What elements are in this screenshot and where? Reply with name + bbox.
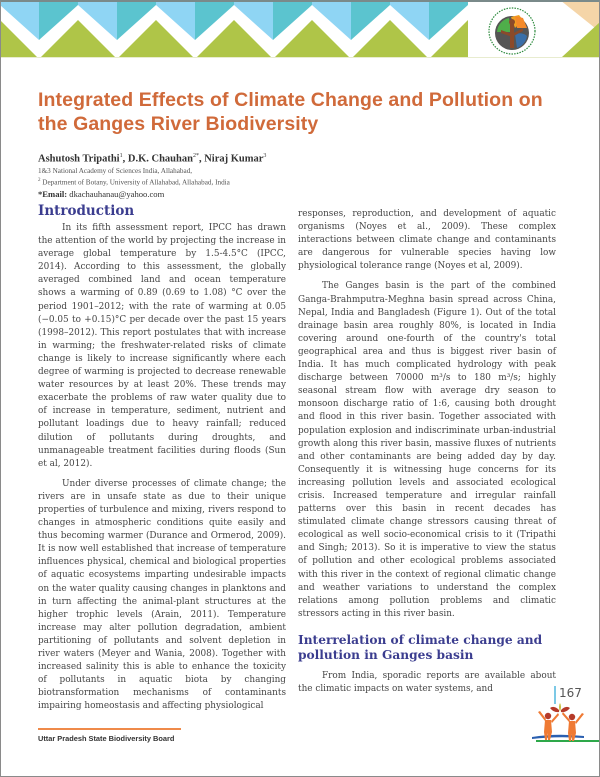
footer-divider xyxy=(38,728,181,730)
author-name: D.K. Chauhan xyxy=(127,153,193,165)
email-address[interactable]: dkachauhanau@yahoo.com xyxy=(69,189,165,199)
affiliation-2 xyxy=(38,178,230,186)
author-affiliation-marker: 2* xyxy=(192,153,199,159)
people-holding-plant-icon xyxy=(526,700,600,750)
affiliation-1: 1&3 National Academy of Sciences India, Allahabad, xyxy=(38,167,193,175)
affiliation-2-text: Department of Botany, University of Allahabad, Allahabad, India xyxy=(42,178,230,187)
author-list: Ashutosh Tripathi$^1$, D.K. Chauhan$^{2*}$, Niraj Kumar$^3$ xyxy=(38,153,267,165)
publisher-name: Uttar Pradesh State Biodiversity Board xyxy=(38,734,175,743)
author-affiliation-marker: 1 xyxy=(119,153,123,159)
article-title: Integrated Effects of Climate Change and Pollution on the Ganges River Biodiversity xyxy=(38,89,543,135)
corresponding-email xyxy=(38,189,164,199)
section-heading-interrelation: Interrelation of climate change and pollution in Ganges basin xyxy=(298,632,543,662)
author-name: Niraj Kumar xyxy=(204,153,264,165)
body-paragraph: The Ganges basin is the part of the combined Ganga-Brahmputra-Meghna basin spread across China, Nepal, India and Bangladesh (Figure 1). Out of the total drainage basin area roughly 80%, is located in India covering around one-fourth of the country's total geographical area and thus is biggest river basin of India. It has much complicated hydrology with peak discharge between 70000 m³/s to 180 m³/s; highly seasonal stream flow with average dry season to monsoon discharge ratio of 1:6, causing both drought and flood in this river basin. Together associated with population explosion and indiscriminate urban-industrial growth along this river basin, massive fluxes of nutrients and other contaminants are being added day by day. Consequently it is witnessing huge concerns for its increasing pollution levels and associated ecological crisis. Increased temperature and irregular rainfall patterns over this basin in recent decades has stimulated climate change stressors causing threat of ecological as well socio-economical crisis to it (Tripathi and Singh; 2013). So it is imperative to view the status of pollution and other ecological problems associated with this river in the context of regional climatic change and weather variations to understand the complex relations among pollution problems and climatic stressors acting in this river basin. xyxy=(298,281,556,619)
author-affiliation-marker: 3 xyxy=(263,153,267,159)
body-column-left xyxy=(38,222,286,713)
email-label: *Email: xyxy=(38,189,68,199)
affiliation-marker: 2 xyxy=(38,178,41,183)
body-paragraph: responses, reproduction, and development of aquatic organisms (Noyes et al., 2009). These complex interactions between climate change and contaminants are dangerous for vulnerable species having low physiological tolerance range (Noyes et al, 2009). xyxy=(298,209,556,272)
body-paragraph: In its fifth assessment report, IPCC has drawn the attention of the world by projecting the increase in average global temperature by 1.5-4.5°C (IPCC, 2014). According to this assessment, the globally averaged combined land and ocean temperature shows a warming of 0.89 (0.69 to 1.08) °C over the period 1901–2012; with the rate of warming at 0.05 (−0.05 to +0.15)°C per decade over the past 15 years (1998–2012). This report postulates that with increase in warming; the freshwater-related risks of climate change is likely to increase significantly where each degree of warming is projected to decrease renewable water resources by at least 20%. These trends may exacerbate the problems of raw water quality due to of increase in temperature, sediment, nutrient and pollutant loadings due to heavy rainfall; reduced dilution of pollutants during droughts, and unmanageable treatment facilities during floods (Sun et al, 2012). xyxy=(38,223,286,469)
body-paragraph: Under diverse processes of climate change; the rivers are in unsafe state as due to their unique properties of turbulence and mixing, rivers respond to changes in atmospheric conditions quite easily and thus becoming warmer (Durance and Ormerod, 2009). It is now well established that increase of temperature influences physical, chemical and biological properties of aquatic ecosystems imparting undesirable impacts on the water quality causing changes in planktons and in turn affecting the animal-plant structures at the higher trophic levels (Arain, 2011). Temperature increase may alter pollution degradation, ambient partitioning of pollutants and solvent depletion in river waters (Meyer and Wania, 2008). Together with increased salinity this is able to enhance the toxicity of pollutants in aquatic biota by changing biotransformation mechanisms of contaminants impairing homeostasis and affecting physiological xyxy=(38,478,286,712)
author-name: Ashutosh Tripathi xyxy=(38,153,120,165)
page-number: 167 xyxy=(559,686,582,700)
body-paragraph: From India, sporadic reports are available about the climatic impacts on water systems, and xyxy=(298,670,556,694)
body-column-right xyxy=(298,208,556,696)
up-state-biodiversity-board-emblem-icon xyxy=(487,6,537,56)
section-heading-introduction: Introduction xyxy=(38,203,135,219)
